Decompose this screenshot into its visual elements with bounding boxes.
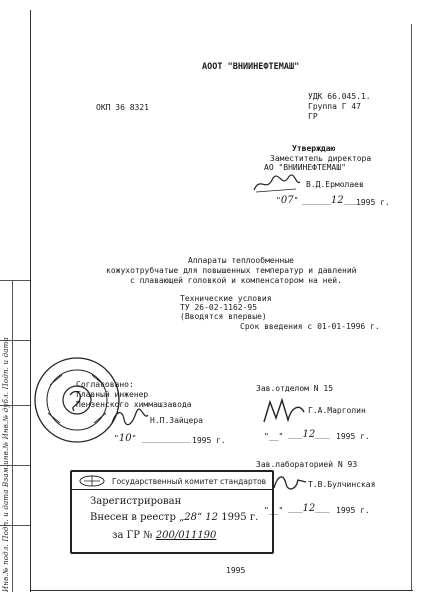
registry-line-3: за ГР № 200/011190 — [112, 530, 217, 541]
lab93-date-month: ___12___ — [288, 503, 330, 514]
approval-position-1: Заместитель директора — [270, 154, 372, 163]
spec-line-2: ТУ 26-02-1162-95 — [180, 303, 258, 312]
spec-line-3: (Вводятся впервые) — [180, 312, 267, 321]
udk-code: УДК 66.045.1. — [308, 92, 371, 101]
lab93-heading: Зав.лабораторией N 93 — [256, 460, 358, 469]
dept15-date-day: "__" — [264, 432, 284, 441]
registry-line-1: Зарегистрирован — [90, 496, 182, 507]
right-frame-line — [411, 24, 412, 590]
approval-date-month: ______12____ — [302, 195, 363, 206]
title-line-2: кожухотрубчатые для повышенных температур и давлений — [106, 266, 357, 275]
registry-stamp — [70, 470, 274, 554]
agreed-line-2: Пензенского химмашзавода — [76, 400, 192, 409]
side-column-text: Инв.№ подл. Подп. и дата Взам.инв.№ Инв.№ дубл. Подп. и дата — [2, 337, 10, 592]
registry-stamp-head: Государственный комитет стандартов — [112, 477, 267, 486]
approval-date-year: 1995 г. — [356, 198, 390, 207]
registry-line-2: Внесен в реестр „28“ 12 1995 г. — [90, 512, 259, 523]
agreed-name: Н.П.Зайцера — [150, 416, 203, 425]
lab93-date-year: 1995 г. — [336, 506, 370, 515]
title-line-3: с плавающей головкой и компенсатором на ней. — [130, 276, 342, 285]
footer-year: 1995 — [226, 566, 246, 575]
dept15-signature — [262, 396, 308, 426]
lab93-date-day: "__" — [264, 506, 284, 515]
agreed-date-month-blank: __________ — [142, 434, 191, 443]
bottom-frame-line — [30, 590, 413, 591]
group-code: Группа Г 47 — [308, 102, 361, 111]
agreed-date-year: 1995 г. — [192, 436, 226, 445]
intro-date: Срок введения с 01-01-1996 г. — [240, 322, 380, 331]
emblem-icon — [78, 474, 106, 488]
dept15-name: Г.А.Марголин — [308, 406, 366, 415]
title-line-1: Аппараты теплообменные — [188, 256, 294, 265]
agreed-line-1: Главный инженер — [76, 390, 149, 399]
agreed-signature — [110, 405, 150, 429]
registry-stamp-divider — [72, 489, 272, 490]
approval-position-2: АО "ВНИИНЕФТЕМАШ" — [264, 163, 346, 172]
approval-date-day: "07" — [276, 195, 299, 206]
org-name: АООТ "ВНИИНЕФТЕМАШ" — [202, 62, 300, 72]
approval-name: В.Д.Ермолаев — [306, 180, 364, 189]
dept15-heading: Зав.отделом N 15 — [256, 384, 334, 393]
agreed-heading: Согласовано: — [76, 380, 134, 389]
lab93-signature — [272, 470, 308, 494]
approval-heading: Утверждаю — [292, 144, 336, 153]
spec-line-1: Технические условия — [180, 294, 272, 303]
gr-mark: ГР — [308, 112, 318, 121]
approval-signature — [252, 172, 302, 196]
dept15-date-year: 1995 г. — [336, 432, 370, 441]
agreed-date-day: "10" — [114, 433, 137, 444]
lab93-name: Т.В.Булчинская — [308, 480, 376, 489]
okp-code: ОКП 36 8321 — [96, 103, 149, 112]
dept15-date-month: ___12___ — [288, 429, 330, 440]
left-frame-line — [30, 10, 31, 592]
